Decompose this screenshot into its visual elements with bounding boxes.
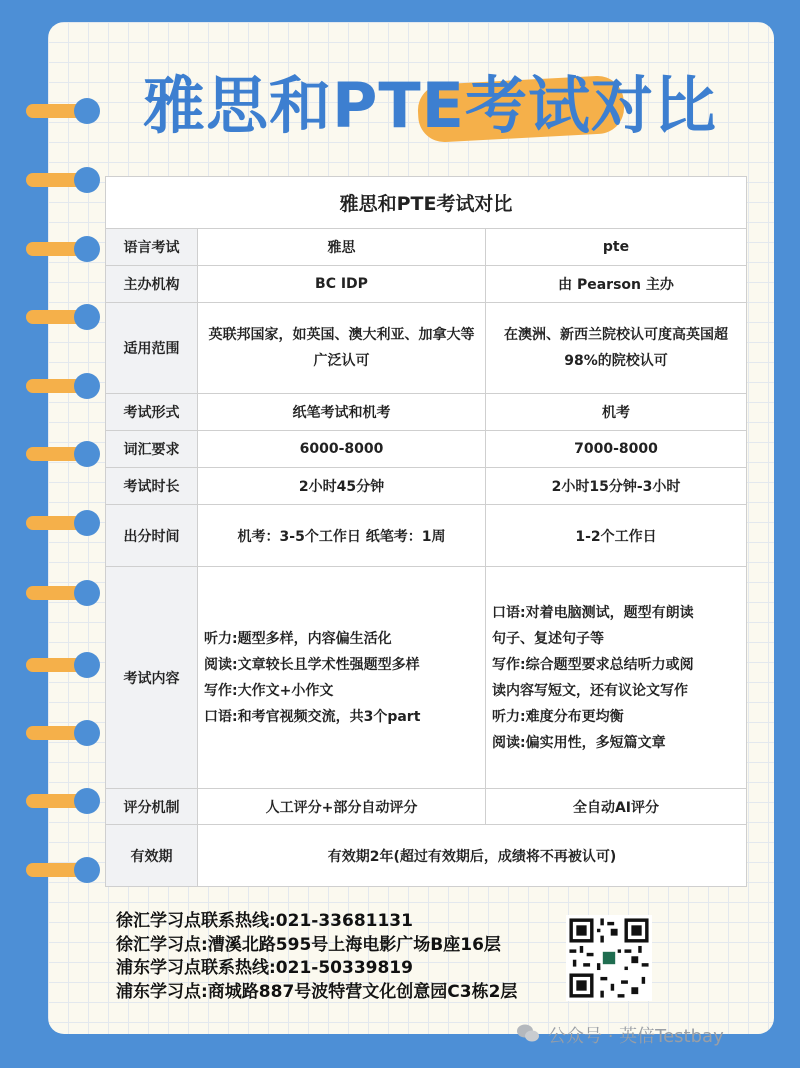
poster-header <box>100 56 760 146</box>
row-label: 适用范围 <box>106 303 198 394</box>
content-line: 听力:难度分布更均衡 <box>492 708 624 725</box>
pte-cell: 在澳洲、新西兰院校认可度高英国超 98%的院校认可 <box>486 303 747 394</box>
pte-cell: 2小时15分钟-3小时 <box>486 468 747 505</box>
row-label: 考试时长 <box>106 468 198 505</box>
ielts-cell: 人工评分+部分自动评分 <box>198 789 486 825</box>
content-line: 听力:题型多样，内容偏生活化 <box>204 630 392 647</box>
content-line: 口语:和考官视频交流，共3个part <box>204 708 421 725</box>
table-row <box>106 431 747 468</box>
row-label: 考试形式 <box>106 394 198 431</box>
binder-ring <box>26 510 96 536</box>
row-label: 主办机构 <box>106 266 198 303</box>
table-row <box>106 468 747 505</box>
ielts-cell: 2小时45分钟 <box>198 468 486 505</box>
binder-ring <box>26 580 96 606</box>
pte-cell: 7000-8000 <box>486 431 747 468</box>
ielts-cell: 雅思 <box>198 229 486 266</box>
table-row <box>106 229 747 266</box>
row-label: 词汇要求 <box>106 431 198 468</box>
binder-ring <box>26 720 96 746</box>
table-row <box>106 394 747 431</box>
row-label: 出分时间 <box>106 505 198 567</box>
pte-cell: 全自动AI评分 <box>486 789 747 825</box>
content-line: 阅读:文章较长且学术性强题型多样 <box>204 656 420 673</box>
binder-ring <box>26 98 96 124</box>
binder-ring <box>26 788 96 814</box>
poster-title: 雅思和PTE考试对比 <box>142 69 718 142</box>
row-label: 有效期 <box>106 825 198 887</box>
binder-ring <box>26 441 96 467</box>
validity-cell: 有效期2年(超过有效期后，成绩将不再被认可) <box>198 825 747 887</box>
qr-code <box>566 915 652 1001</box>
table-row <box>106 789 747 825</box>
contact-line: 浦东学习点:商城路887号波特营文化创意园C3栋2层 <box>116 981 518 1002</box>
pte-cell: pte <box>486 229 747 266</box>
content-line: 写作:综合题型要求总结听力或阅 <box>492 656 694 673</box>
binder-ring <box>26 373 96 399</box>
pte-cell: 由 Pearson 主办 <box>486 266 747 303</box>
binder-ring <box>26 652 96 678</box>
table-row <box>106 303 747 394</box>
ielts-cell: 6000-8000 <box>198 431 486 468</box>
table-row <box>106 825 747 887</box>
ielts-cell: 机考：3-5个工作日 纸笔考：1周 <box>198 505 486 567</box>
content-line: 句子、复述句子等 <box>492 630 604 647</box>
row-label: 语言考试 <box>106 229 198 266</box>
contact-line: 浦东学习点联系热线:021-50339819 <box>116 958 413 978</box>
row-label: 考试内容 <box>106 567 198 789</box>
comparison-table <box>105 176 747 887</box>
contact-info <box>116 910 517 1004</box>
ielts-cell: 英联邦国家，如英国、澳大利亚、加拿大等广泛认可 <box>198 303 486 394</box>
content-line: 口语:对着电脑测试，题型有朗读 <box>492 604 694 621</box>
pte-cell: 1-2个工作日 <box>486 505 747 567</box>
pte-exam-content <box>486 567 747 789</box>
binder-ring <box>26 304 96 330</box>
row-label: 评分机制 <box>106 789 198 825</box>
content-line: 读内容写短文，还有议论文写作 <box>492 682 688 699</box>
content-line: 写作:大作文+小作文 <box>204 682 334 699</box>
table-row <box>106 266 747 303</box>
table-row <box>106 567 747 789</box>
table-row <box>106 505 747 567</box>
table-title: 雅思和PTE考试对比 <box>106 177 747 229</box>
ielts-cell: 纸笔考试和机考 <box>198 394 486 431</box>
contact-line: 徐汇学习点:漕溪北路595号上海电影广场B座16层 <box>116 934 501 955</box>
content-line: 阅读:偏实用性，多短篇文章 <box>492 734 666 751</box>
pte-cell: 机考 <box>486 394 747 431</box>
contact-line: 徐汇学习点联系热线:021-33681131 <box>116 911 413 931</box>
watermark: 公众号 · 英倍Testbay <box>548 1026 724 1047</box>
binder-ring <box>26 857 96 883</box>
ielts-exam-content <box>198 567 486 789</box>
binder-ring <box>26 236 96 262</box>
binder-ring <box>26 167 96 193</box>
ielts-cell: BC IDP <box>198 266 486 303</box>
